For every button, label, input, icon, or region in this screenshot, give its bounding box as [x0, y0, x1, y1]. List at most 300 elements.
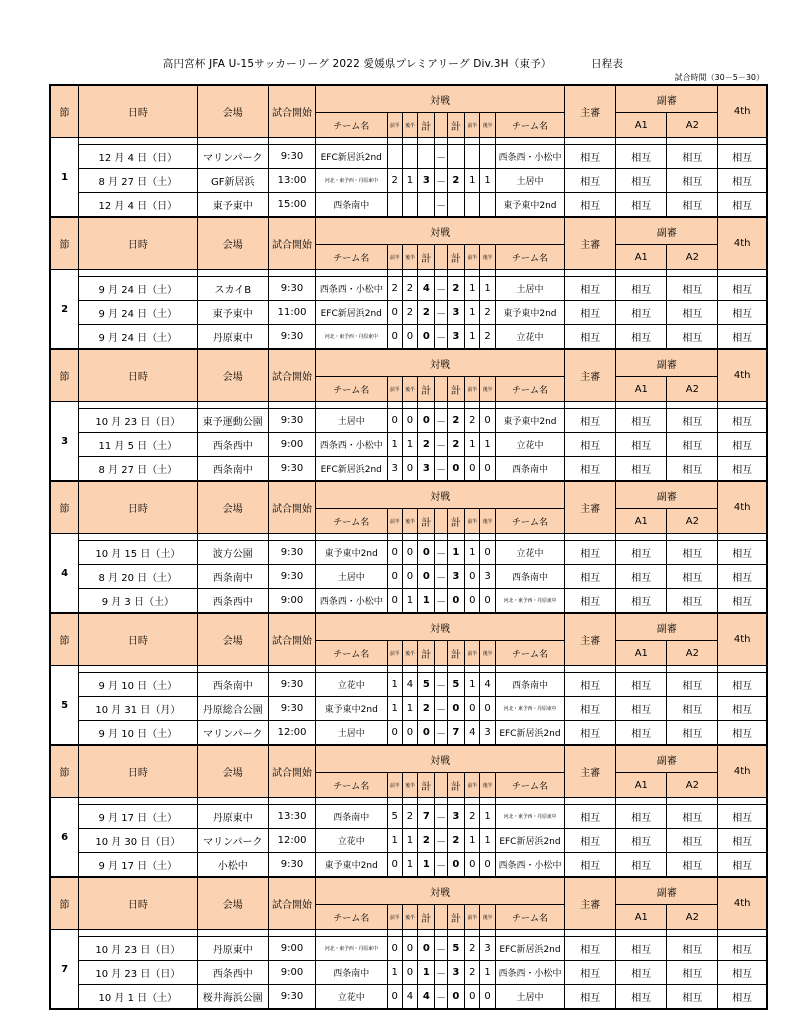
away-total: 0 [447, 697, 464, 721]
header-date: 日時 [79, 481, 197, 534]
home-team: 西条西・小松中 [316, 277, 387, 301]
home-total: 2 [418, 301, 435, 325]
header-dash [435, 113, 447, 138]
round-number: 7 [50, 930, 79, 1010]
away-total: 2 [447, 829, 464, 853]
header-setsu: 節 [50, 613, 79, 666]
match-date: 9 月 24 日（土） [79, 325, 197, 350]
match-date: 9 月 17 日（土） [79, 853, 197, 878]
header-away-second: 後半 [480, 509, 495, 534]
match-date: 12 月 4 日（日） [79, 193, 197, 218]
spacer-cell [418, 138, 435, 145]
home-second-half: 1 [402, 589, 417, 614]
match-kickoff: 12:00 [269, 829, 316, 853]
referee: 相互 [565, 541, 616, 565]
match-venue: 東予東中 [197, 193, 268, 218]
header-kickoff: 試合開始 [269, 349, 316, 402]
away-first-half: 0 [465, 697, 480, 721]
away-second-half: 0 [480, 409, 495, 433]
spacer-cell [447, 402, 464, 409]
away-team: 西条西・小松中 [495, 853, 564, 878]
assistant-a2: 相互 [667, 589, 718, 614]
home-first-half: 3 [387, 457, 402, 482]
assistant-a1: 相互 [616, 589, 667, 614]
match-date: 9 月 10 日（土） [79, 673, 197, 697]
away-total: 3 [447, 961, 464, 985]
home-team: 東予東中2nd [316, 541, 387, 565]
match-date: 10 月 31 日（月） [79, 697, 197, 721]
round-spacer-row [50, 402, 767, 409]
away-second-half: 0 [480, 457, 495, 482]
match-venue: 丹原総合公園 [197, 697, 268, 721]
referee: 相互 [565, 985, 616, 1010]
fourth-official: 相互 [718, 937, 767, 961]
round-header-row [50, 877, 767, 905]
header-assistant: 副審 [616, 745, 718, 773]
score-dash: － [435, 193, 447, 218]
spacer-cell [667, 930, 718, 937]
header-home-total: 計 [418, 773, 435, 798]
fourth-official: 相互 [718, 589, 767, 614]
score-dash: － [435, 433, 447, 457]
referee: 相互 [565, 301, 616, 325]
match-date: 9 月 17 日（土） [79, 805, 197, 829]
spacer-cell [616, 666, 667, 673]
spacer-cell [495, 534, 564, 541]
spacer-cell [667, 138, 718, 145]
score-dash: － [435, 829, 447, 853]
referee: 相互 [565, 853, 616, 878]
fourth-official: 相互 [718, 433, 767, 457]
spacer-cell [402, 138, 417, 145]
away-team: 西条南中 [495, 565, 564, 589]
spacer-cell [565, 666, 616, 673]
header-fourth: 4th [718, 481, 767, 534]
round-header-row [50, 349, 767, 377]
spacer-cell [435, 270, 447, 277]
header-away-first: 前半 [465, 641, 480, 666]
assistant-a1: 相互 [616, 853, 667, 878]
home-total: 1 [418, 853, 435, 878]
away-second-half: 0 [480, 985, 495, 1010]
match-row [50, 301, 767, 325]
round-number: 1 [50, 138, 79, 218]
assistant-a1: 相互 [616, 805, 667, 829]
away-first-half: 0 [465, 589, 480, 614]
match-venue: 小松中 [197, 853, 268, 878]
match-kickoff: 13:30 [269, 805, 316, 829]
away-second-half: 0 [480, 697, 495, 721]
spacer-cell [667, 270, 718, 277]
away-team: 立花中 [495, 325, 564, 350]
away-team: 西条西・小松中 [495, 961, 564, 985]
match-kickoff: 11:00 [269, 301, 316, 325]
score-dash: － [435, 721, 447, 746]
assistant-a1: 相互 [616, 697, 667, 721]
assistant-a2: 相互 [667, 145, 718, 169]
header-assistant: 副審 [616, 613, 718, 641]
spacer-cell [447, 798, 464, 805]
header-match: 対戦 [316, 613, 565, 641]
away-team: 立花中 [495, 541, 564, 565]
spacer-cell [718, 138, 767, 145]
spacer-cell [465, 798, 480, 805]
spacer-cell [718, 930, 767, 937]
spacer-cell [667, 666, 718, 673]
home-team: EFC新居浜2nd [316, 301, 387, 325]
referee: 相互 [565, 277, 616, 301]
home-team: 河北・東予西・丹原東中 [316, 169, 387, 193]
away-first-half: 2 [465, 937, 480, 961]
match-venue: マリンパーク [197, 145, 268, 169]
match-venue: 丹原東中 [197, 937, 268, 961]
match-date: 10 月 15 日（土） [79, 541, 197, 565]
match-venue: 西条南中 [197, 457, 268, 482]
home-team: EFC新居浜2nd [316, 457, 387, 482]
home-first-half: 0 [387, 985, 402, 1010]
header-a2: A2 [667, 377, 718, 402]
referee: 相互 [565, 697, 616, 721]
match-kickoff: 9:00 [269, 433, 316, 457]
header-home-second: 後半 [402, 773, 417, 798]
match-date: 10 月 30 日（日） [79, 829, 197, 853]
spacer-cell [269, 666, 316, 673]
spacer-cell [565, 798, 616, 805]
spacer-cell [79, 138, 197, 145]
header-home-second: 後半 [402, 509, 417, 534]
match-kickoff: 15:00 [269, 193, 316, 218]
spacer-cell [616, 138, 667, 145]
spacer-cell [387, 798, 402, 805]
assistant-a1: 相互 [616, 457, 667, 482]
assistant-a1: 相互 [616, 961, 667, 985]
away-total: 3 [447, 325, 464, 350]
fourth-official: 相互 [718, 721, 767, 746]
spacer-cell [565, 930, 616, 937]
match-kickoff: 9:30 [269, 565, 316, 589]
match-kickoff: 9:00 [269, 589, 316, 614]
match-date: 8 月 27 日（土） [79, 169, 197, 193]
spacer-cell [435, 930, 447, 937]
header-a1: A1 [616, 773, 667, 798]
home-first-half: 0 [387, 301, 402, 325]
away-total: 1 [447, 541, 464, 565]
match-kickoff: 9:30 [269, 673, 316, 697]
round-spacer-row [50, 270, 767, 277]
header-dash [435, 773, 447, 798]
fourth-official: 相互 [718, 409, 767, 433]
home-second-half: 0 [402, 937, 417, 961]
header-home-team: チーム名 [316, 773, 387, 798]
away-first-half: 1 [465, 301, 480, 325]
spacer-cell [718, 270, 767, 277]
match-row [50, 145, 767, 169]
match-date: 8 月 27 日（土） [79, 457, 197, 482]
home-second-half: 2 [402, 805, 417, 829]
away-first-half: 2 [465, 805, 480, 829]
match-venue: 桜井海浜公園 [197, 985, 268, 1010]
match-kickoff: 9:30 [269, 457, 316, 482]
home-total: 7 [418, 805, 435, 829]
away-total: 3 [447, 805, 464, 829]
header-home-second: 後半 [402, 905, 417, 930]
spacer-cell [79, 534, 197, 541]
away-second-half: 0 [480, 541, 495, 565]
spacer-cell [480, 138, 495, 145]
home-second-half: 0 [402, 457, 417, 482]
match-row [50, 721, 767, 746]
assistant-a1: 相互 [616, 565, 667, 589]
score-dash: － [435, 961, 447, 985]
spacer-cell [79, 666, 197, 673]
assistant-a2: 相互 [667, 541, 718, 565]
header-referee: 主審 [565, 85, 616, 138]
away-first-half: 2 [465, 409, 480, 433]
away-first-half [465, 193, 480, 218]
home-second-half: 0 [402, 409, 417, 433]
home-total: 0 [418, 565, 435, 589]
home-total: 1 [418, 589, 435, 614]
away-second-half: 2 [480, 301, 495, 325]
spacer-cell [447, 666, 464, 673]
referee: 相互 [565, 805, 616, 829]
header-assistant: 副審 [616, 481, 718, 509]
header-home-second: 後半 [402, 245, 417, 270]
round-spacer-row [50, 798, 767, 805]
header-home-first: 前半 [387, 641, 402, 666]
match-kickoff: 9:00 [269, 937, 316, 961]
header-home-team: チーム名 [316, 905, 387, 930]
match-venue: GF新居浜 [197, 169, 268, 193]
home-first-half: 0 [387, 541, 402, 565]
match-date: 10 月 1 日（土） [79, 985, 197, 1010]
header-kickoff: 試合開始 [269, 85, 316, 138]
spacer-cell [316, 666, 387, 673]
home-team: 西条南中 [316, 193, 387, 218]
away-total [447, 145, 464, 169]
header-away-team: チーム名 [495, 509, 564, 534]
away-team: 河北・東予西・丹原東中 [495, 805, 564, 829]
header-dash [435, 509, 447, 534]
home-second-half [402, 193, 417, 218]
spacer-cell [495, 930, 564, 937]
score-dash: － [435, 805, 447, 829]
away-total: 2 [447, 169, 464, 193]
fourth-official: 相互 [718, 961, 767, 985]
match-row [50, 697, 767, 721]
header-date: 日時 [79, 349, 197, 402]
home-first-half: 2 [387, 169, 402, 193]
away-total: 7 [447, 721, 464, 746]
home-second-half: 2 [402, 301, 417, 325]
home-second-half: 4 [402, 673, 417, 697]
match-venue: 西条西中 [197, 433, 268, 457]
away-second-half: 3 [480, 565, 495, 589]
away-team: 西条西・小松中 [495, 145, 564, 169]
header-referee: 主審 [565, 745, 616, 798]
spacer-cell [79, 270, 197, 277]
spacer-cell [435, 534, 447, 541]
spacer-cell [447, 270, 464, 277]
match-kickoff: 9:30 [269, 277, 316, 301]
header-away-first: 前半 [465, 245, 480, 270]
header-away-first: 前半 [465, 377, 480, 402]
match-kickoff: 9:30 [269, 325, 316, 350]
header-match: 対戦 [316, 877, 565, 905]
round-number: 3 [50, 402, 79, 482]
fourth-official: 相互 [718, 145, 767, 169]
round-spacer-row [50, 666, 767, 673]
away-team: EFC新居浜2nd [495, 829, 564, 853]
assistant-a2: 相互 [667, 721, 718, 746]
fourth-official: 相互 [718, 169, 767, 193]
away-second-half: 3 [480, 721, 495, 746]
header-away-total: 計 [447, 245, 464, 270]
spacer-cell [316, 270, 387, 277]
header-home-first: 前半 [387, 509, 402, 534]
away-second-half: 1 [480, 829, 495, 853]
header-home-total: 計 [418, 377, 435, 402]
assistant-a1: 相互 [616, 829, 667, 853]
spacer-cell [418, 930, 435, 937]
header-away-second: 後半 [480, 905, 495, 930]
spacer-cell [465, 534, 480, 541]
header-away-team: チーム名 [495, 773, 564, 798]
score-dash: － [435, 589, 447, 614]
spacer-cell [197, 534, 268, 541]
fourth-official: 相互 [718, 805, 767, 829]
away-total: 2 [447, 277, 464, 301]
away-total: 3 [447, 301, 464, 325]
spacer-cell [387, 402, 402, 409]
header-a1: A1 [616, 905, 667, 930]
header-assistant: 副審 [616, 877, 718, 905]
score-dash: － [435, 565, 447, 589]
spacer-cell [667, 798, 718, 805]
assistant-a2: 相互 [667, 805, 718, 829]
spacer-cell [197, 666, 268, 673]
score-dash: － [435, 145, 447, 169]
header-home-team: チーム名 [316, 509, 387, 534]
match-date: 10 月 23 日（日） [79, 937, 197, 961]
header-match: 対戦 [316, 481, 565, 509]
header-away-total: 計 [447, 773, 464, 798]
away-first-half [465, 145, 480, 169]
header-a2: A2 [667, 245, 718, 270]
score-dash: － [435, 325, 447, 350]
home-team: 土居中 [316, 721, 387, 746]
assistant-a2: 相互 [667, 277, 718, 301]
spacer-cell [387, 534, 402, 541]
header-date: 日時 [79, 877, 197, 930]
assistant-a1: 相互 [616, 169, 667, 193]
away-second-half [480, 145, 495, 169]
spacer-cell [465, 666, 480, 673]
spacer-cell [402, 534, 417, 541]
score-dash: － [435, 853, 447, 878]
header-away-first: 前半 [465, 905, 480, 930]
fourth-official: 相互 [718, 301, 767, 325]
spacer-cell [197, 270, 268, 277]
match-row [50, 985, 767, 1010]
home-team: 東予東中2nd [316, 853, 387, 878]
away-second-half: 1 [480, 805, 495, 829]
match-venue: 丹原東中 [197, 805, 268, 829]
spacer-cell [402, 930, 417, 937]
header-away-total: 計 [447, 509, 464, 534]
round-number: 4 [50, 534, 79, 614]
away-team: 土居中 [495, 985, 564, 1010]
header-away-second: 後半 [480, 245, 495, 270]
match-venue: 丹原東中 [197, 325, 268, 350]
assistant-a1: 相互 [616, 433, 667, 457]
schedule-label: 日程表 [591, 58, 624, 70]
referee: 相互 [565, 961, 616, 985]
spacer-cell [418, 534, 435, 541]
away-team: 東予東中2nd [495, 409, 564, 433]
home-second-half: 0 [402, 961, 417, 985]
fourth-official: 相互 [718, 325, 767, 350]
spacer-cell [480, 534, 495, 541]
assistant-a2: 相互 [667, 565, 718, 589]
header-referee: 主審 [565, 349, 616, 402]
header-venue: 会場 [197, 745, 268, 798]
away-total [447, 193, 464, 218]
header-kickoff: 試合開始 [269, 217, 316, 270]
score-dash: － [435, 697, 447, 721]
header-match: 対戦 [316, 745, 565, 773]
home-second-half [402, 145, 417, 169]
spacer-cell [480, 930, 495, 937]
match-row [50, 673, 767, 697]
away-total: 0 [447, 985, 464, 1010]
home-total [418, 145, 435, 169]
spacer-cell [79, 402, 197, 409]
spacer-cell [718, 798, 767, 805]
header-kickoff: 試合開始 [269, 745, 316, 798]
away-total: 2 [447, 409, 464, 433]
home-team: EFC新居浜2nd [316, 145, 387, 169]
match-kickoff: 9:30 [269, 853, 316, 878]
away-first-half: 1 [465, 325, 480, 350]
spacer-cell [387, 270, 402, 277]
spacer-cell [480, 270, 495, 277]
header-venue: 会場 [197, 481, 268, 534]
header-setsu: 節 [50, 481, 79, 534]
home-second-half: 2 [402, 277, 417, 301]
home-team: 立花中 [316, 985, 387, 1010]
match-date: 9 月 3 日（土） [79, 589, 197, 614]
spacer-cell [435, 402, 447, 409]
spacer-cell [316, 930, 387, 937]
match-date: 12 月 4 日（日） [79, 145, 197, 169]
spacer-cell [402, 798, 417, 805]
match-kickoff: 9:30 [269, 541, 316, 565]
away-first-half: 4 [465, 721, 480, 746]
spacer-cell [565, 270, 616, 277]
home-team: 立花中 [316, 829, 387, 853]
spacer-cell [616, 534, 667, 541]
away-total: 0 [447, 853, 464, 878]
match-row [50, 565, 767, 589]
assistant-a1: 相互 [616, 325, 667, 350]
assistant-a2: 相互 [667, 985, 718, 1010]
spacer-cell [447, 138, 464, 145]
round-spacer-row [50, 138, 767, 145]
away-first-half: 0 [465, 853, 480, 878]
match-venue: 波方公園 [197, 541, 268, 565]
header-away-total: 計 [447, 113, 464, 138]
